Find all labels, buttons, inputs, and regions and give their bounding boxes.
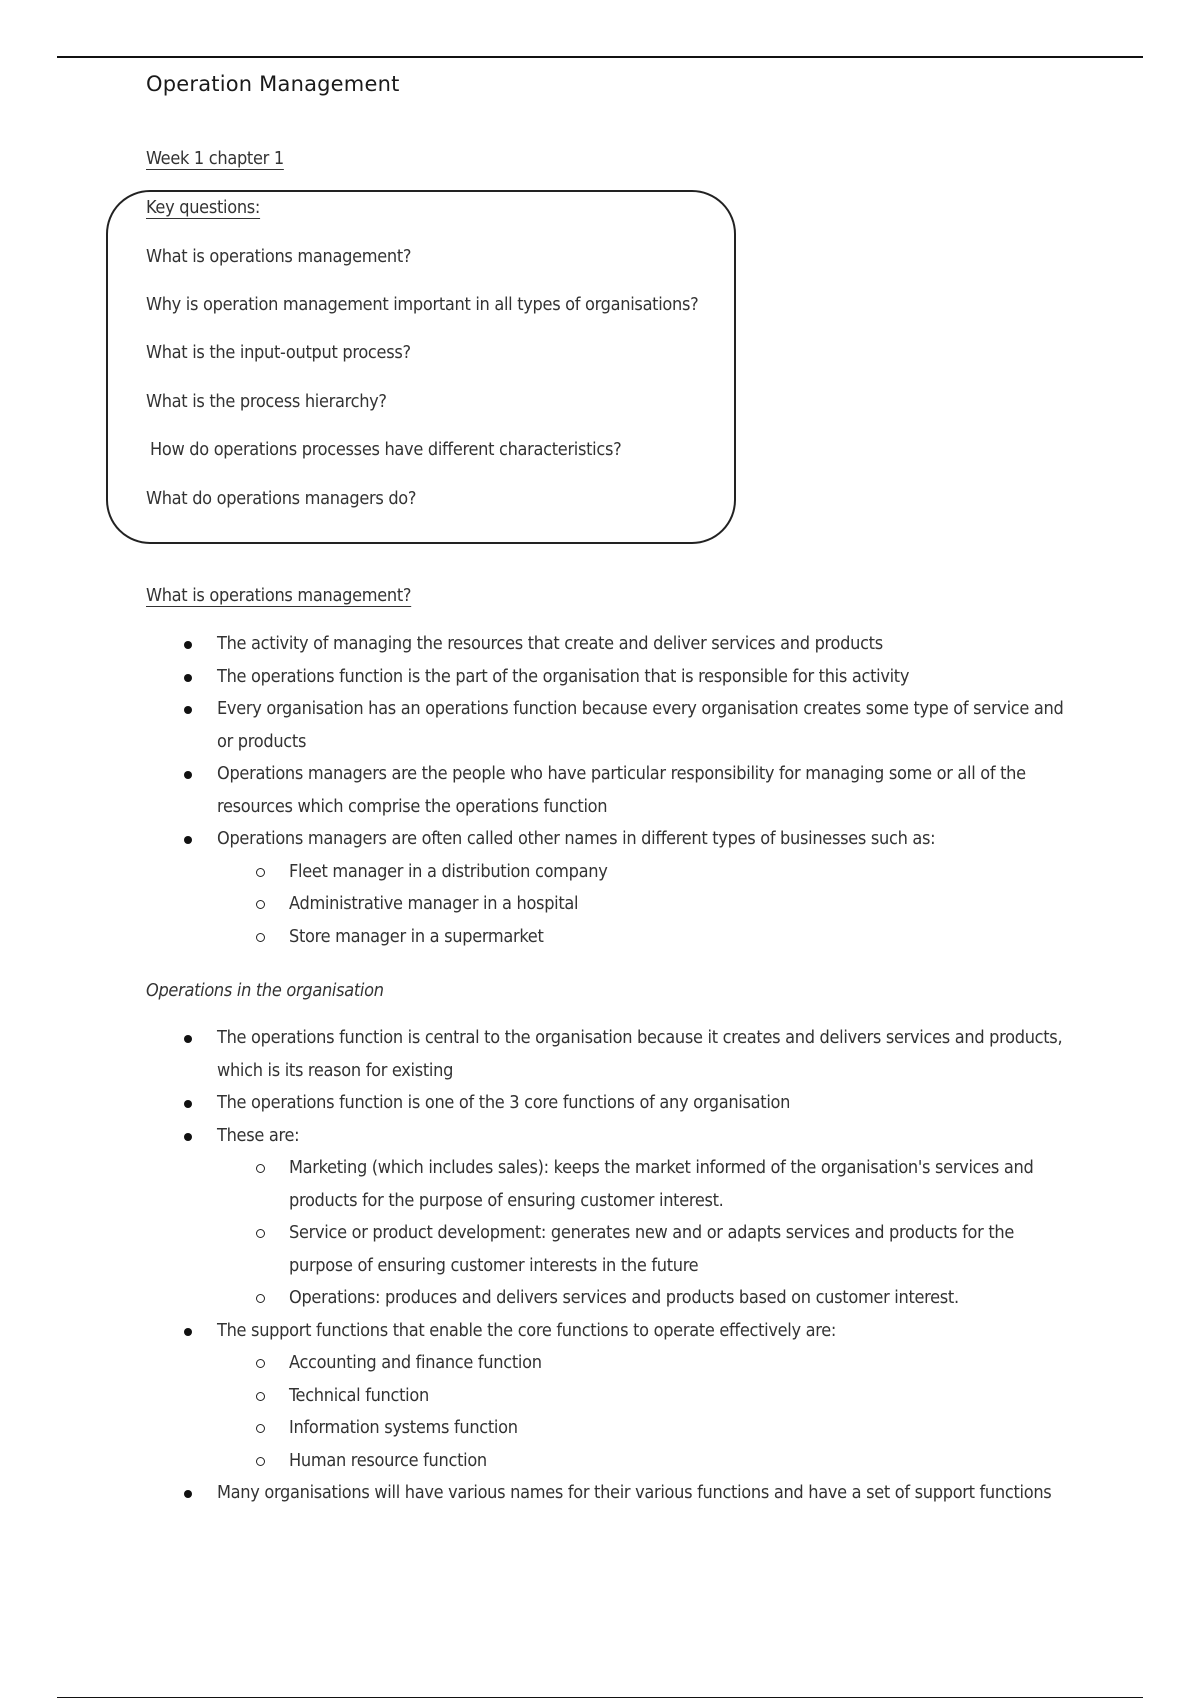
support-function-text: Human resource function xyxy=(289,1449,487,1471)
bullet-text: These are: xyxy=(217,1124,300,1146)
support-function-text: Technical function xyxy=(289,1384,429,1406)
core-function-text: Marketing (which includes sales): keeps the market informed of the organisation's services and products for the purpose of ensuring customer interest. xyxy=(289,1157,1034,1211)
core-function-item xyxy=(0,1217,1079,1282)
bullet-text: The operations function is the part of the organisation that is responsible for this activity xyxy=(217,665,910,687)
core-function-text: Service or product development: generates new and or adapts services and products for the purpose of ensuring customer interests in the future xyxy=(289,1222,1015,1276)
bullet-item xyxy=(0,1315,1067,1478)
bullet-item xyxy=(0,693,1067,758)
document-title: Operation Management xyxy=(146,72,400,96)
support-function-item xyxy=(0,1347,1079,1380)
sub-bullet-list xyxy=(217,856,1067,954)
support-function-item xyxy=(0,1445,1079,1478)
bottom-rule xyxy=(57,1697,1143,1698)
bullet-text: The activity of managing the resources that create and deliver services and products xyxy=(217,633,883,654)
week-heading: Week 1 chapter 1 xyxy=(146,148,284,169)
key-question: What do operations managers do? xyxy=(146,488,417,509)
section2-bullet-list xyxy=(0,1022,1067,1510)
bullet-item xyxy=(0,758,1067,823)
support-functions-list xyxy=(217,1347,1067,1477)
top-rule xyxy=(57,56,1143,58)
key-questions-label: Key questions: xyxy=(146,197,261,218)
support-function-text: Accounting and finance function xyxy=(289,1352,542,1373)
core-function-item xyxy=(0,1152,1079,1217)
key-question: How do operations processes have different characteristics? xyxy=(150,439,622,460)
bullet-text: Every organisation has an operations function because every organisation creates some type of service and or products xyxy=(217,698,1064,752)
bullet-text: The support functions that enable the core functions to operate effectively are: xyxy=(217,1319,837,1341)
bullet-item xyxy=(0,661,1067,694)
key-question: Why is operation management important in all types of organisations? xyxy=(146,294,699,315)
bullet-text: The operations function is central to the organisation because it creates and delivers services and products, which is its reason for existing xyxy=(217,1027,1063,1081)
sub-bullet-item xyxy=(0,921,1079,954)
bullet-text: The operations function is one of the 3 core functions of any organisation xyxy=(217,1092,791,1113)
sub-bullet-text: Store manager in a supermarket xyxy=(289,925,544,947)
bullet-text: Operations managers are often called other names in different types of businesses such as: xyxy=(217,828,936,849)
support-function-item xyxy=(0,1380,1079,1413)
section-heading-operations-in-organisation: Operations in the organisation xyxy=(146,980,384,1001)
bullet-item xyxy=(0,1022,1067,1087)
core-functions-list xyxy=(217,1152,1067,1315)
bullet-item xyxy=(0,823,1067,953)
core-function-item xyxy=(0,1282,1079,1315)
support-function-text: Information systems function xyxy=(289,1417,518,1438)
section-heading-operations-management: What is operations management? xyxy=(146,585,412,606)
core-function-text: Operations: produces and delivers services and products based on customer interest. xyxy=(289,1287,959,1308)
bullet-item xyxy=(0,1477,1067,1510)
bullet-item xyxy=(0,1120,1067,1315)
key-question: What is the process hierarchy? xyxy=(146,391,387,412)
section1-bullet-list xyxy=(0,628,1067,953)
bullet-item xyxy=(0,628,1067,661)
bullet-item xyxy=(0,1087,1067,1120)
bullet-text: Operations managers are the people who have particular responsibility for managing some or all of the resources which comprise the operations function xyxy=(217,763,1026,817)
sub-bullet-item xyxy=(0,888,1079,921)
key-question: What is operations management? xyxy=(146,246,412,267)
sub-bullet-item xyxy=(0,856,1079,889)
support-function-item xyxy=(0,1412,1079,1445)
sub-bullet-text: Administrative manager in a hospital xyxy=(289,893,579,914)
sub-bullet-text: Fleet manager in a distribution company xyxy=(289,860,608,882)
key-question: What is the input-output process? xyxy=(146,342,411,363)
bullet-text: Many organisations will have various names for their various functions and have a set of support functions xyxy=(217,1482,1052,1503)
